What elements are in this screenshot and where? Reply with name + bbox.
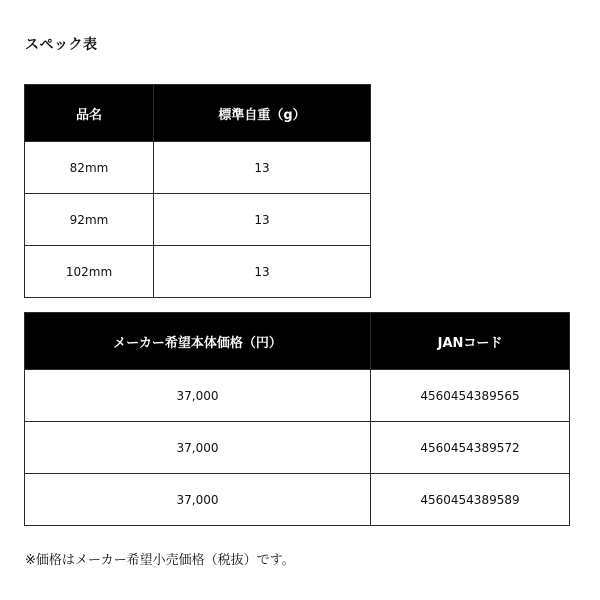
table-row [25, 422, 570, 474]
table-row [25, 246, 371, 298]
table-header-row [25, 85, 371, 142]
jan-code-cell: 4560454389565 [371, 370, 570, 422]
weight-cell: 13 [154, 142, 371, 194]
product-name-cell: 82mm [25, 142, 154, 194]
column-header-product-name: 品名 [25, 85, 154, 142]
table-row [25, 474, 570, 526]
table-row [25, 370, 570, 422]
jan-code-cell: 4560454389589 [371, 474, 570, 526]
price-cell: 37,000 [25, 370, 371, 422]
column-header-standard-weight: 標準自重（g） [154, 85, 371, 142]
price-cell: 37,000 [25, 422, 371, 474]
weight-cell: 13 [154, 246, 371, 298]
weight-cell: 13 [154, 194, 371, 246]
jan-code-cell: 4560454389572 [371, 422, 570, 474]
column-header-price: メーカー希望本体価格（円） [25, 313, 371, 370]
column-header-jan-code: JANコード [371, 313, 570, 370]
weight-spec-table [24, 84, 371, 298]
page-title: スペック表 [25, 37, 98, 53]
table-row [25, 142, 371, 194]
table-header-row [25, 313, 570, 370]
product-name-cell: 92mm [25, 194, 154, 246]
table-row [25, 194, 371, 246]
price-cell: 37,000 [25, 474, 371, 526]
product-name-cell: 102mm [25, 246, 154, 298]
price-note: ※価格はメーカー希望小売価格（税抜）です。 [25, 553, 295, 568]
price-jan-table [24, 312, 570, 526]
